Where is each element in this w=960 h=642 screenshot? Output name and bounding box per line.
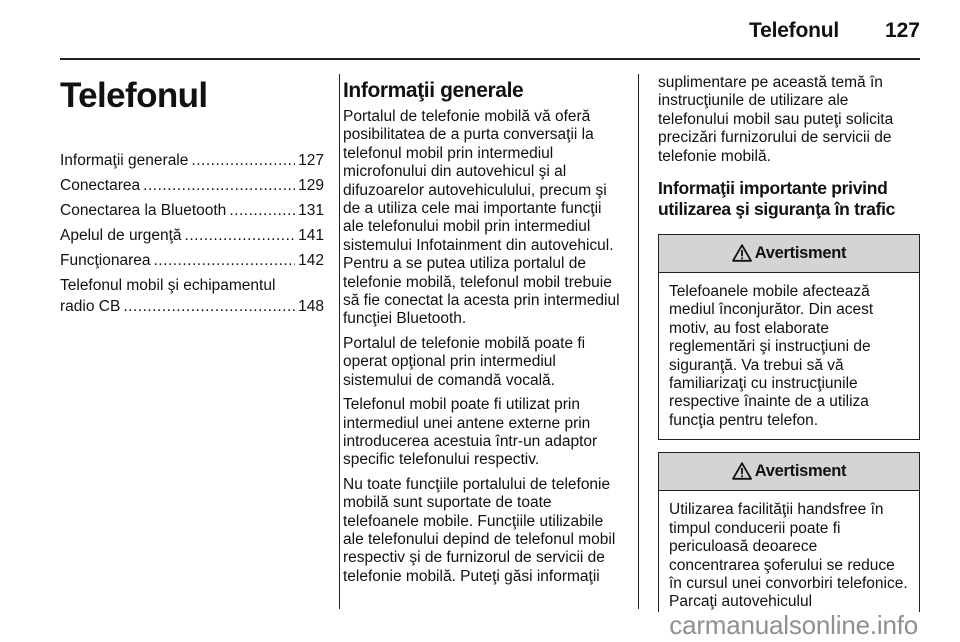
toc-item[interactable] [60,275,324,317]
warning-box [658,452,920,611]
body-column-right [658,74,920,625]
toc-label: Conectarea la Bluetooth [60,202,227,219]
body-column-middle [343,74,626,592]
body-paragraph: Portalul de telefonie mobilă vă oferă posibilitatea de a purta conversaţii la telefonul mobil prin intermediul microfonului din autovehicul şi al difuzoarelor autovehiculului, precum şi de a utiliza cele mai importante funcţii ale telefonului mobil prin intermediul sistemului Infotainment din autovehicul. Pentru a se putea utiliza portalul de telefonie mobilă, telefonul mobil trebuie să fie conectat la acesta prin intermediul funcţiei Bluetooth. [343,108,620,328]
toc-leader [143,175,295,196]
chapter-column [60,74,324,321]
toc-item[interactable] [60,200,324,221]
page-number: 127 [884,19,920,42]
warning-triangle-icon [732,462,752,480]
toc-page: 142 [298,252,324,269]
toc-leader [123,296,295,317]
warning-triangle-icon [732,244,752,262]
table-of-contents [60,150,324,317]
toc-leader [191,150,295,171]
toc-item[interactable] [60,175,324,196]
running-header-title: Telefonul [749,19,839,42]
toc-page: 127 [298,152,324,169]
toc-page: 129 [298,177,324,194]
toc-page: 141 [298,227,324,244]
toc-page: 131 [298,202,324,219]
column-divider [638,74,639,609]
toc-label: Informaţii generale [60,152,189,169]
toc-item[interactable] [60,225,324,246]
toc-leader [153,250,295,271]
toc-label-line1: Telefonul mobil şi echipamentul [60,277,276,294]
body-paragraph: Telefonul mobil poate fi utilizat prin intermediul unei antene externe prin introducerea acestuia într-un adaptor specific telefonului respectiv. [343,396,598,469]
warning-title: Avertisment [754,462,847,481]
toc-label: Funcţionarea [60,252,151,269]
chapter-title: Telefonul [60,76,208,115]
running-header [0,16,920,48]
toc-page: 148 [298,298,324,315]
warning-header [659,235,919,273]
toc-label: Apelul de urgenţă [60,227,182,244]
toc-label: Conectarea [60,177,141,194]
body-paragraph-continued: suplimentare pe această temă în instrucţiunile de utilizare ale telefonului mobil sau puteţi solicita precizări furnizorului de servicii de telefonie mobilă. [658,74,894,165]
header-rule [60,58,920,60]
toc-leader [229,200,295,221]
toc-leader [185,225,296,246]
warning-title: Avertisment [754,244,847,263]
body-paragraph: Nu toate funcţiile portalului de telefonie mobilă sunt suportate de toate telefoanele mobile. Funcţiile utilizabile ale telefonului depind de telefonul mobil respectiv şi de furnizorul de servicii de telefonie mobilă. Puteţi găsi informaţii [343,475,616,585]
warning-text: Utilizarea facilităţii handsfree în timpul conducerii poate fi periculoasă deoarece concentrarea şoferului se reduce în cursul unei convorbiri telefonice. Parcaţi autovehiculul [669,501,908,611]
warning-box [658,234,920,440]
subsection-title: Informaţii importante privind utilizarea şi siguranţa în trafic [658,178,896,220]
column-divider [339,74,340,609]
toc-item[interactable] [60,250,324,271]
toc-item[interactable] [60,150,324,171]
warning-box-clip [658,452,920,625]
section-title: Informaţii generale [343,79,524,102]
body-paragraph: Portalul de telefonie mobilă poate fi operat opţional prin intermediul sistemului de comandă vocală. [343,334,586,389]
warning-header [659,453,919,491]
warning-text: Telefoanele mobile afectează mediul înconjurător. Din acest motiv, au fost elaborate reglementări şi instrucţiuni de siguranţă. Va trebui să vă familiarizaţi cu instrucţiunile respective înainte de a utiliza funcţia pentru telefon. [669,283,874,429]
watermark: carmanualsonline.info [669,610,918,640]
toc-label: radio CB [60,298,121,315]
